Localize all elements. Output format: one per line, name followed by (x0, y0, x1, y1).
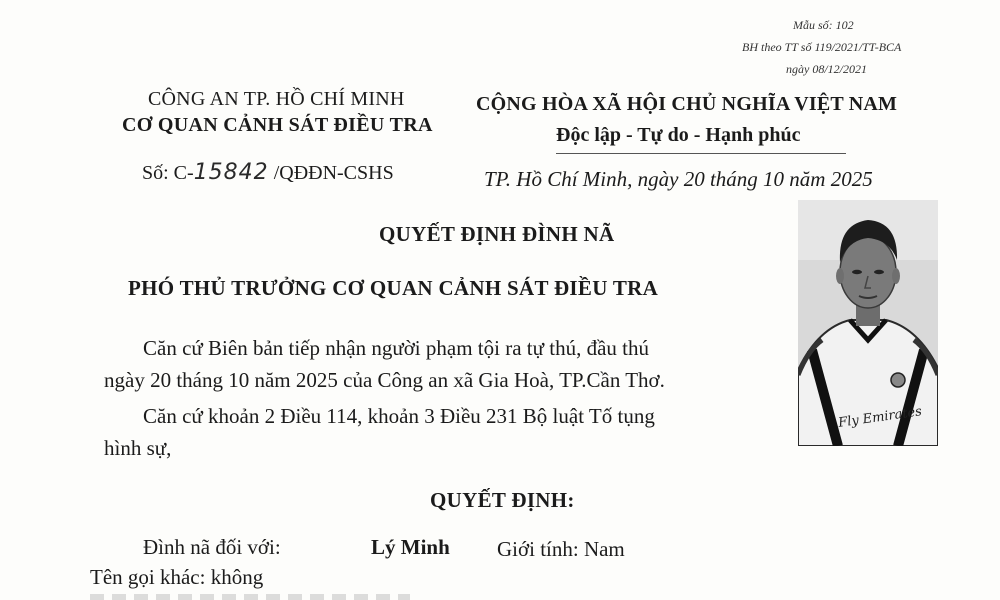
form-regulation: BH theo TT số 119/2021/TT-BCA (742, 40, 902, 54)
agency-name: CƠ QUAN CẢNH SÁT ĐIỀU TRA (122, 114, 433, 136)
document-number (142, 160, 394, 185)
alias-field: Tên gọi khác: không (90, 565, 264, 589)
document-number-suffix: /QĐĐN-CSHS (268, 162, 394, 184)
document-number-prefix: Số: C- (142, 162, 194, 184)
basis-paragraph-2-line-2: hình sự, (104, 436, 172, 460)
nation-motto: Độc lập - Tự do - Hạnh phúc (556, 124, 801, 146)
suspect-photo (798, 200, 938, 446)
decision-heading: QUYẾT ĐỊNH: (430, 488, 575, 512)
place-date-prefix: TP. Hồ Chí Minh, ngày (484, 167, 684, 191)
document-title: QUYẾT ĐỊNH ĐÌNH NÃ (379, 222, 615, 246)
wanted-person-label: Đình nã đối với: (143, 535, 281, 559)
basis-paragraph-1-line-1: Căn cứ Biên bản tiếp nhận người phạm tội ra tự thú, đầu thú (143, 336, 649, 360)
basis-paragraph-1-line-2: ngày 20 tháng 10 năm 2025 của Công an xã Gia Hoà, TP.Cần Thơ. (104, 368, 665, 392)
form-number: Mẫu số: 102 (793, 18, 854, 32)
place-and-date (484, 167, 873, 192)
agency-parent: CÔNG AN TP. HỒ CHÍ MINH (148, 88, 405, 110)
gender-field: Giới tính: Nam (497, 537, 625, 561)
nation-name: CỘNG HÒA XÃ HỘI CHỦ NGHĨA VIỆT NAM (476, 93, 898, 115)
basis-paragraph-2-line-1: Căn cứ khoản 2 Điều 114, khoản 3 Điều 231 Bộ luật Tố tụng (143, 404, 655, 428)
issuing-authority-title: PHÓ THỦ TRƯỞNG CƠ QUAN CẢNH SÁT ĐIỀU TRA (128, 276, 659, 300)
place-date-suffix: tháng 10 năm 2025 (704, 167, 873, 191)
motto-underline (556, 153, 846, 154)
wanted-person-name: Lý Minh (371, 535, 450, 559)
shirt-sponsor-text: Fly Emirates (837, 404, 923, 431)
form-regulation-date: ngày 08/12/2021 (786, 62, 867, 76)
document-number-handwritten: 15842 (193, 160, 269, 185)
place-date-day: 20 (683, 167, 705, 191)
cut-off-text-line (90, 594, 410, 600)
